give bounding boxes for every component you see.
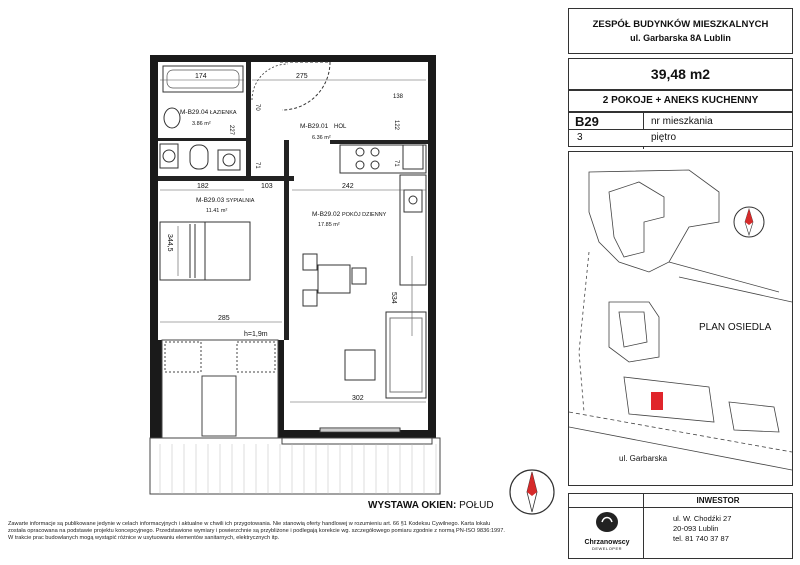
floor-row: [568, 129, 793, 147]
room-name: POKÓJ DZIENNY: [342, 212, 387, 218]
investor-company: Chrzanowscy: [584, 539, 630, 546]
apartment-number-label: nr mieszkania: [651, 116, 713, 127]
dimension: 275: [296, 73, 308, 80]
dimension: h=1,9m: [244, 331, 268, 338]
room-label-living: [312, 211, 387, 228]
site-plan-label: PLAN OSIEDLA: [699, 322, 772, 333]
room-label-bedroom: [196, 197, 255, 214]
dimension: 344,5: [166, 234, 173, 252]
room-id: M-B29.03: [196, 197, 225, 204]
disclaimer: [8, 521, 564, 542]
dimension: 70: [254, 104, 260, 111]
investor-address-2: 20-093 Lublin: [673, 524, 719, 533]
room-id: M-B29.02: [312, 211, 341, 218]
logo-icon: [594, 510, 620, 534]
investor-contact: [673, 514, 731, 544]
info-panel: [568, 8, 793, 560]
room-name: SYPIALNIA: [226, 198, 255, 204]
dimension: 242: [342, 183, 354, 190]
dining-table: [303, 254, 366, 306]
room-area: 6.36 m²: [312, 135, 331, 141]
room-area: 3.86 m²: [192, 121, 211, 127]
disclaimer-line: została opracowana na podstawie projektu koncepcyjnego. Przedstawione wymiary i powierzchnie są przybliżone i podlegają korekcie wg. szczegółowego pomiaru zgodnie z normą PN-ISO 9836:1997.: [8, 528, 505, 534]
investor-box: [568, 493, 793, 559]
toilet: [190, 145, 208, 169]
apartment-area: 39,48 m2: [568, 58, 793, 90]
dimension: 285: [218, 315, 230, 322]
dimension: 227: [228, 125, 234, 136]
dimension: 534: [390, 292, 397, 304]
exposure-label: WYSTAWA OKIEN:: [368, 500, 457, 511]
window-exposure: [368, 500, 494, 511]
dimension: 122: [393, 120, 399, 131]
washbasin: [164, 108, 180, 128]
street-label: ul. Garbarska: [619, 454, 668, 463]
room-area: 17.85 m²: [318, 222, 340, 228]
dimension: 174: [195, 73, 207, 80]
room-name: ŁAZIENKA: [210, 110, 237, 116]
coffee-table: [345, 350, 375, 380]
disclaimer-line: Zawarte informacje są publikowane jedynie w celach informacyjnych i aktualne w chwili ich przygotowania. Nie stanowią oferty handlowej w rozumieniu art. 66 §1 Kodeksu Cywilnego. Karta lokalu: [8, 521, 491, 527]
room-name: HOL: [334, 124, 347, 130]
sofa: [386, 312, 426, 398]
dimension: 302: [352, 395, 364, 402]
floor-number: 3: [577, 132, 583, 143]
door-entrance: [280, 62, 330, 110]
investor-logo: [577, 510, 637, 556]
site-plan-map: [569, 152, 792, 485]
investor-phone: tel. 81 740 37 87: [673, 534, 729, 543]
floor-label: piętro: [651, 132, 677, 143]
project-header: [568, 8, 793, 54]
investor-company-sub: DEWELOPER: [591, 546, 623, 551]
dimension: 138: [393, 94, 404, 100]
compass-icon: [506, 466, 558, 518]
dimension: 71: [393, 160, 399, 167]
apartment-number-row: [568, 112, 793, 130]
room-area: 11.41 m²: [206, 208, 228, 214]
site-plan-highlight: [651, 392, 663, 410]
apartment-layout: 2 POKOJE + ANEKS KUCHENNY: [568, 90, 793, 112]
disclaimer-line: W trakcie prac budowlanych mogą wystąpić różnice w usytuowaniu elementów sanitarnych, elektrycznych itp.: [8, 535, 280, 541]
dimension: 103: [261, 183, 273, 190]
balcony: [150, 340, 440, 494]
room-id: M-B29.01: [300, 123, 329, 130]
site-compass-icon: [734, 207, 764, 237]
dimension: 182: [197, 183, 209, 190]
investor-address-1: ul. W. Chodźki 27: [673, 514, 732, 523]
project-address: ul. Garbarska 8A Lublin: [630, 33, 731, 43]
apartment-number: B29: [575, 114, 599, 129]
exposure-value: POŁUD: [459, 500, 494, 511]
project-title: ZESPÓŁ BUDYNKÓW MIESZKALNYCH: [592, 19, 769, 30]
room-id: M-B29.04: [180, 109, 209, 116]
dimension: 71: [254, 162, 260, 169]
site-plan: [568, 151, 793, 486]
investor-title: INWESTOR: [696, 496, 740, 505]
room-label-hall: [300, 123, 347, 141]
